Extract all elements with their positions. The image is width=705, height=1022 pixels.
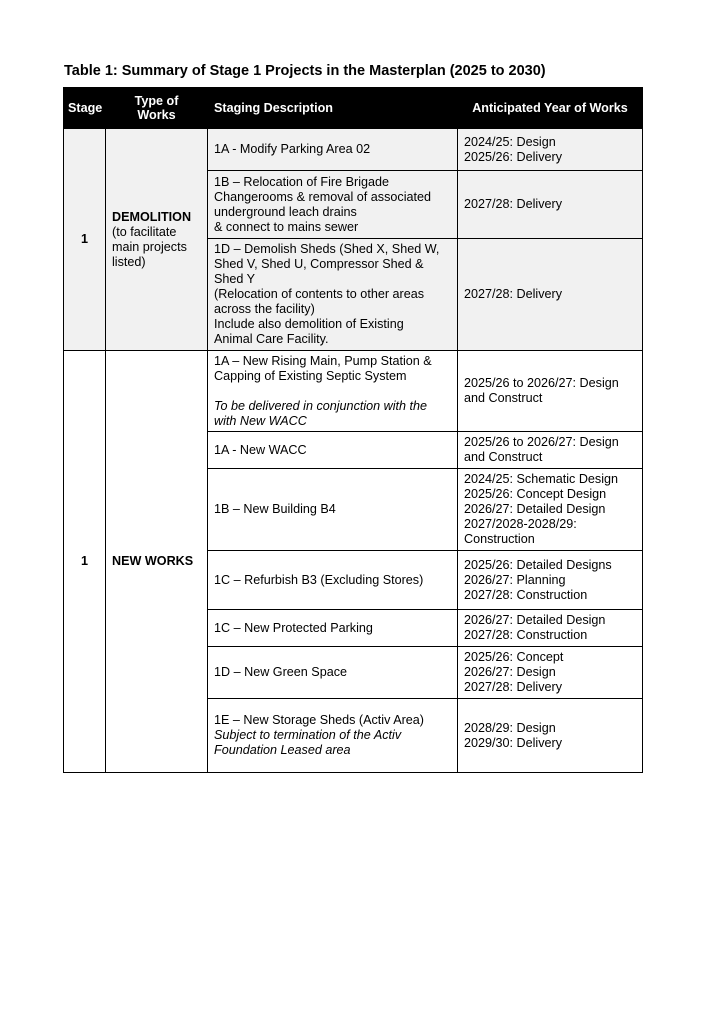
description-line: 1A – New Rising Main, Pump Station & xyxy=(214,353,432,368)
year-cell xyxy=(458,551,643,610)
year-cell xyxy=(458,469,643,551)
type-title-new-works: NEW WORKS xyxy=(112,554,194,568)
description-line: Include also demolition of Existing xyxy=(214,317,404,331)
stage-1-projects-table xyxy=(63,87,643,773)
year-line: 2029/30: Delivery xyxy=(464,735,563,750)
table-row xyxy=(64,351,643,432)
description-line: 1B – New Building B4 xyxy=(214,502,336,516)
description-cell xyxy=(208,239,458,351)
type-note-line-3: listed) xyxy=(112,254,146,269)
year-line: 2025/26 to 2026/27: Design xyxy=(464,376,619,390)
header-stage: Stage xyxy=(64,88,106,129)
year-line: 2027/28: Construction xyxy=(464,628,588,642)
year-line: and Construct xyxy=(464,450,543,464)
description-line: 1C – Refurbish B3 (Excluding Stores) xyxy=(214,572,424,587)
header-type-of-works xyxy=(106,88,208,129)
year-line: 2026/27: Detailed Design xyxy=(464,502,606,516)
header-type-line-2: Works xyxy=(137,108,176,122)
year-line: 2026/27: Detailed Design xyxy=(464,613,606,627)
table-header-row xyxy=(64,88,643,129)
year-line: 2025/26: Delivery xyxy=(464,149,563,164)
description-cell xyxy=(208,551,458,610)
description-line: 1A - Modify Parking Area 02 xyxy=(214,142,371,156)
type-note-line-1: (to facilitate xyxy=(112,224,177,239)
year-line: Construction xyxy=(464,532,535,546)
year-line: 2026/27: Design xyxy=(464,665,556,679)
type-title-demolition: DEMOLITION xyxy=(112,209,192,224)
description-line: 1D – New Green Space xyxy=(214,665,348,679)
description-line: (Relocation of contents to other areas xyxy=(214,287,425,301)
year-line: and Construct xyxy=(464,391,543,405)
year-line: 2025/26 to 2026/27: Design xyxy=(464,435,619,449)
year-cell xyxy=(458,239,643,351)
description-line: 1A - New WACC xyxy=(214,442,307,457)
description-cell xyxy=(208,647,458,699)
description-line: 1C – New Protected Parking xyxy=(214,620,373,635)
stage-cell-new-works: 1 xyxy=(64,351,106,773)
year-cell xyxy=(458,351,643,432)
description-cell xyxy=(208,699,458,773)
description-line: across the facility) xyxy=(214,302,315,316)
type-cell-demolition xyxy=(106,129,208,351)
table-row xyxy=(64,129,643,171)
description-line: 1D – Demolish Sheds (Shed X, Shed W, xyxy=(214,242,440,256)
description-line: underground leach drains xyxy=(214,204,357,219)
description-line: & connect to mains sewer xyxy=(214,219,359,234)
year-cell xyxy=(458,610,643,647)
header-staging-description: Staging Description xyxy=(208,88,458,129)
header-type-line-1: Type of xyxy=(134,94,179,108)
year-line: 2026/27: Planning xyxy=(464,572,566,587)
description-line: Animal Care Facility. xyxy=(214,332,329,346)
description-spacer xyxy=(214,384,451,399)
year-cell xyxy=(458,129,643,171)
year-line: 2027/28: Delivery xyxy=(464,680,563,694)
description-cell xyxy=(208,129,458,171)
description-cell xyxy=(208,610,458,647)
year-line: 2027/28: Construction xyxy=(464,587,588,602)
description-line: 1B – Relocation of Fire Brigade xyxy=(214,174,390,189)
description-line: Capping of Existing Septic System xyxy=(214,368,407,383)
year-line: 2027/28: Delivery xyxy=(464,287,563,301)
description-note-line: with New WACC xyxy=(214,413,307,428)
year-line: 2025/26: Detailed Designs xyxy=(464,557,612,572)
description-line: Changerooms & removal of associated xyxy=(214,189,432,204)
description-cell xyxy=(208,351,458,432)
type-note-line-2: main projects xyxy=(112,239,187,254)
year-line: 2025/26: Concept xyxy=(464,650,564,664)
description-note-line: To be delivered in conjunction with the xyxy=(214,398,428,413)
description-cell xyxy=(208,171,458,239)
table-caption: Table 1: Summary of Stage 1 Projects in the Masterplan (2025 to 2030) xyxy=(64,63,546,79)
year-cell xyxy=(458,647,643,699)
description-cell xyxy=(208,469,458,551)
year-cell xyxy=(458,171,643,239)
year-line: 2028/29: Design xyxy=(464,720,556,735)
header-anticipated-year: Anticipated Year of Works xyxy=(458,88,643,129)
type-cell-new-works xyxy=(106,351,208,773)
description-note-line: Foundation Leased area xyxy=(214,743,351,757)
year-line: 2025/26: Concept Design xyxy=(464,487,607,501)
description-note-line: Subject to termination of the Activ xyxy=(214,728,402,742)
year-line: 2024/25: Schematic Design xyxy=(464,472,619,486)
year-line: 2024/25: Design xyxy=(464,134,556,149)
description-line: Shed V, Shed U, Compressor Shed & xyxy=(214,257,424,271)
description-line: Shed Y xyxy=(214,272,256,286)
year-line: 2027/28: Delivery xyxy=(464,197,563,211)
stage-cell-demolition: 1 xyxy=(64,129,106,351)
description-line: 1E – New Storage Sheds (Activ Area) xyxy=(214,713,424,727)
year-cell xyxy=(458,432,643,469)
year-line: 2027/2028-2028/29: xyxy=(464,517,577,531)
description-cell xyxy=(208,432,458,469)
year-cell xyxy=(458,699,643,773)
